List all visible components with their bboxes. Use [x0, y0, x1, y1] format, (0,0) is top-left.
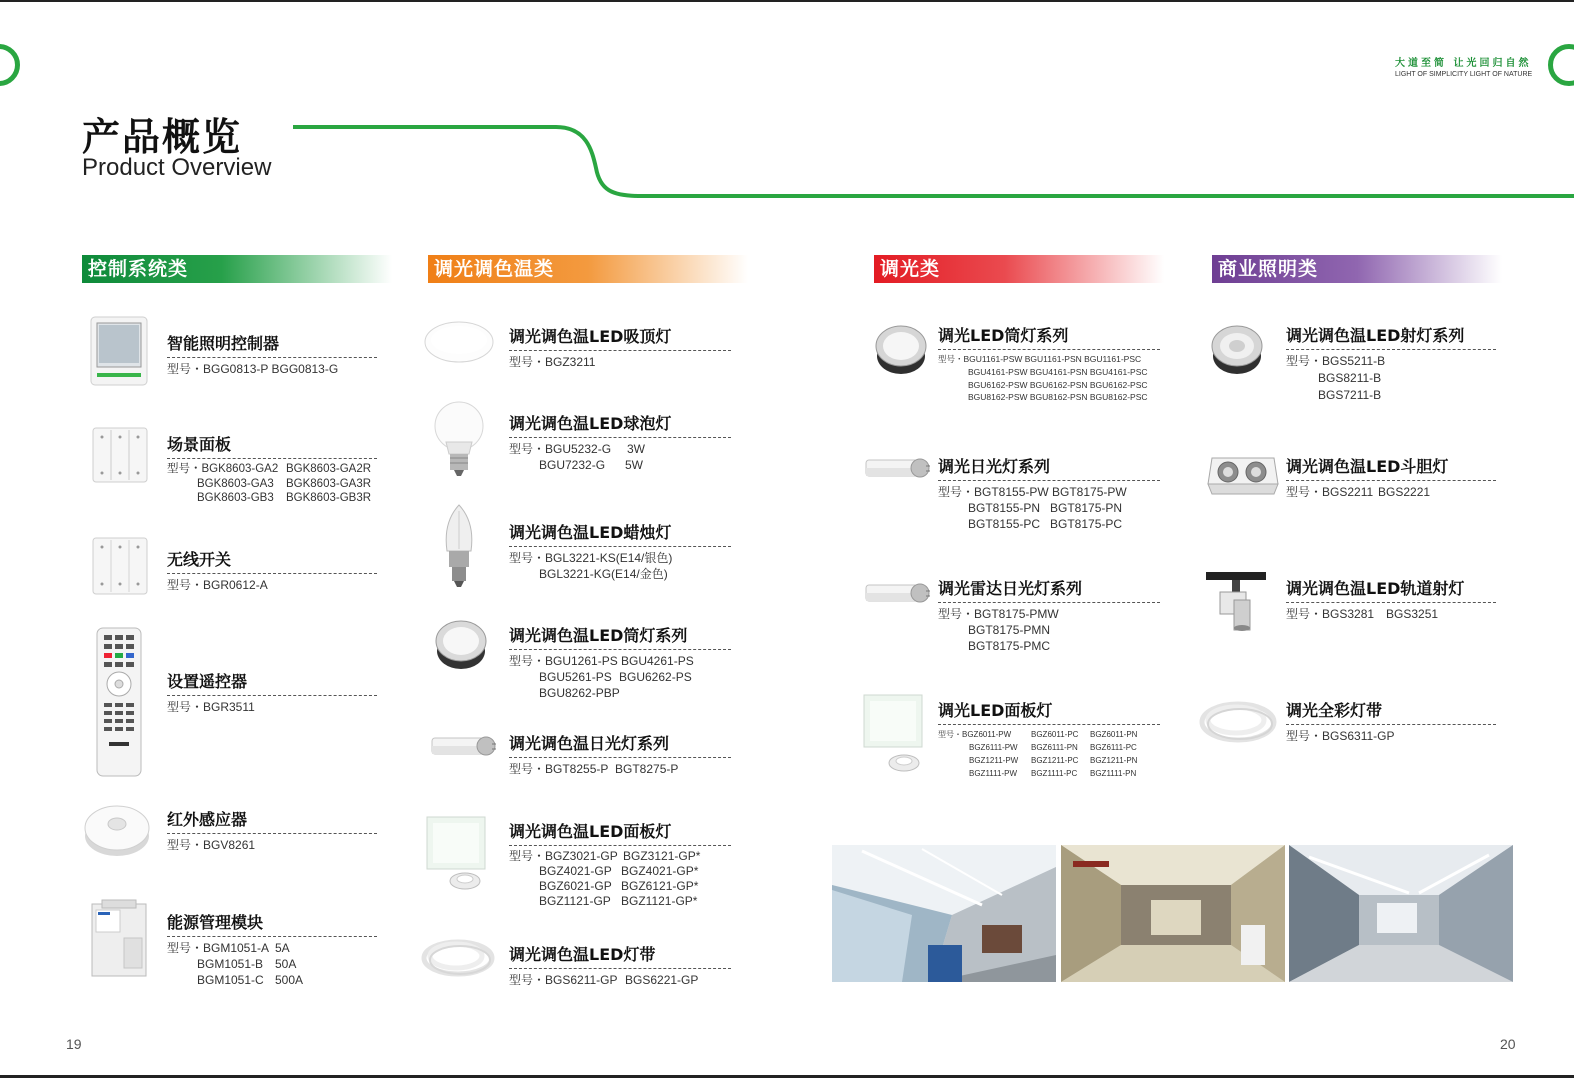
product-item-dim-downlight — [938, 323, 1160, 404]
dim-tube-image — [864, 450, 930, 490]
model-list: 型号・BGZ6011-PW BGZ6011-PC BGZ6011-PN BGZ6111-PW BGZ6111-PN BGZ6111-PC BGZ1211-PW BGZ1211-PC BGZ1211-PN BGZ1111-PW BGZ1111-PC BGZ1111-PN — [938, 730, 1138, 778]
energy-module-image — [88, 898, 150, 980]
model-list: 型号・BGT8155-PW BGT8175-PW BGT8155-PN BGT8175-PN BGT8155-PC BGT8175-PC — [938, 485, 1127, 531]
ceiling-light-image — [424, 320, 494, 364]
model-list: 型号・BGG0813-P BGG0813-G — [167, 362, 339, 376]
product-name: 调光日光灯系列 — [938, 457, 1051, 476]
model-list: 型号・BGV8261 — [167, 838, 256, 852]
scene-panel-image — [92, 427, 148, 483]
product-name: 调光调色温LED斗胆灯 — [1286, 457, 1449, 476]
model-list: 型号・BGT8175-PMW BGT8175-PMN BGT8175-PMC — [938, 607, 1059, 653]
model-list: 型号・BGZ3211 — [509, 355, 596, 369]
dashed-divider — [167, 833, 377, 834]
interior-photo-office — [1289, 845, 1513, 982]
product-item-radar-tube — [938, 576, 1160, 654]
candle-bulb-image — [442, 503, 476, 589]
product-item-candle — [509, 520, 731, 582]
dashed-divider — [509, 437, 731, 438]
dim-panel-image — [862, 693, 928, 775]
light-strip-image — [420, 932, 496, 980]
category-bar-dimming: 调光类 — [874, 255, 1164, 283]
product-name: 调光雷达日光灯系列 — [938, 579, 1083, 598]
product-name: 智能照明控制器 — [167, 334, 280, 353]
dashed-divider — [509, 350, 731, 351]
page-subtitle: Product Overview — [82, 154, 272, 181]
dashed-divider — [509, 968, 731, 969]
model-list: 型号・BGS6311-GP — [1286, 729, 1395, 743]
bottom-border — [0, 1075, 1574, 1078]
product-item-ir-sensor — [167, 807, 377, 853]
dashed-divider — [509, 845, 731, 846]
model-list: 型号・BGL3221-KS(E14/银色) BGL3221-KG(E14/金色) — [509, 551, 673, 581]
product-name: 能源管理模块 — [167, 913, 264, 932]
model-list: 型号・BGK8603-GA2 BGK8603-GA2R BGK8603-GA3 BGK8603-GA3R BGK8603-GB3 BGK8603-GB3R — [167, 463, 372, 504]
product-item-scene-panel — [167, 432, 377, 506]
tube-light-image — [430, 728, 496, 768]
model-list: 型号・BGT8255-P BGT8275-P — [509, 762, 679, 776]
spotlight-image — [1210, 320, 1264, 376]
product-item-dim-panel — [938, 698, 1160, 780]
product-name: 红外感应器 — [167, 810, 248, 829]
dashed-divider — [167, 357, 377, 358]
category-bar-control: 控制系统类 — [82, 255, 392, 283]
product-name: 调光调色温LED蜡烛灯 — [509, 523, 672, 542]
dashed-divider — [938, 602, 1160, 603]
product-name: 场景面板 — [167, 435, 232, 454]
dashed-divider — [1286, 724, 1496, 725]
product-item-ceiling-light — [509, 324, 731, 370]
product-name: 调光调色温LED灯带 — [509, 945, 656, 964]
dim-downlight-image — [874, 320, 928, 376]
dashed-divider — [509, 649, 731, 650]
product-item-rgb-strip — [1286, 698, 1496, 744]
product-item-wireless-switch — [167, 547, 377, 593]
model-list: 型号・BGR0612-A — [167, 578, 268, 592]
dashed-divider — [938, 724, 1160, 725]
model-list: 型号・BGU1161-PSW BGU1161-PSN BGU1161-PSC BGU4161-PSW BGU4161-PSN BGU4161-PSC BGU6162-PSW BGU6162-PSN BGU6162-PSC BGU8162-PSW BGU8162-PSN BGU8162-PSC — [938, 354, 1148, 403]
panel-light-image — [425, 815, 489, 893]
page-number-left: 19 — [66, 1036, 82, 1052]
product-name: 调光调色温LED轨道射灯 — [1286, 579, 1465, 598]
dashed-divider — [167, 573, 377, 574]
product-name: 调光调色温LED筒灯系列 — [509, 626, 688, 645]
product-name: 调光调色温日光灯系列 — [509, 734, 670, 753]
interior-photo-hall — [1061, 845, 1285, 982]
remote-control-image — [96, 627, 142, 777]
dashed-divider — [938, 480, 1160, 481]
ir-sensor-image — [84, 800, 150, 858]
model-list: 型号・BGM1051-A 5A BGM1051-B 50A BGM1051-C 500A — [167, 941, 304, 987]
product-name: 调光全彩灯带 — [1286, 701, 1383, 720]
page-number-right: 20 — [1500, 1036, 1516, 1052]
wireless-switch-image — [92, 537, 148, 595]
product-name: 设置遥控器 — [167, 672, 248, 691]
product-name: 调光LED面板灯 — [938, 701, 1053, 720]
brand-slogan-en: LIGHT OF SIMPLICITY LIGHT OF NATURE — [1395, 71, 1533, 78]
model-list: 型号・BGS6211-GP BGS6221-GP — [509, 973, 699, 987]
dashed-divider — [938, 349, 1160, 350]
product-name: 调光调色温LED面板灯 — [509, 822, 672, 841]
radar-tube-image — [864, 575, 930, 615]
product-name: 调光调色温LED球泡灯 — [509, 414, 672, 433]
controller-image — [90, 316, 148, 386]
bulb-image — [432, 398, 486, 478]
product-item-bulb — [509, 411, 731, 473]
downlight-image — [434, 617, 488, 671]
product-name: 无线开关 — [167, 550, 232, 569]
dashed-divider — [167, 695, 377, 696]
dashed-divider — [1286, 480, 1496, 481]
dashed-divider — [1286, 349, 1496, 350]
model-list: 型号・BGU5232-G 3W BGU7232-G 5W — [509, 442, 645, 472]
product-item-panel — [509, 819, 731, 909]
page-title: 产品概览 — [82, 115, 243, 159]
track-light-image — [1204, 570, 1268, 634]
dashed-divider — [167, 936, 377, 937]
grille-light-image — [1204, 450, 1280, 498]
rgb-strip-image — [1198, 694, 1278, 746]
category-bar-commercial: 商业照明类 — [1212, 255, 1502, 283]
product-item-grille-light — [1286, 454, 1496, 500]
model-list: 型号・BGS5211-B BGS8211-B BGS7211-B — [1286, 354, 1386, 402]
product-name: 调光调色温LED射灯系列 — [1286, 326, 1465, 345]
header-swoosh-line — [0, 0, 1574, 210]
dashed-divider — [509, 757, 731, 758]
product-name: 调光LED筒灯系列 — [938, 326, 1069, 345]
product-item-energy-module — [167, 910, 377, 988]
brand-slogan-cn: 大道至简 让光回归自然 — [1395, 58, 1532, 69]
product-item-spotlight — [1286, 323, 1496, 404]
dashed-divider — [167, 458, 377, 459]
product-item-remote — [167, 669, 377, 715]
product-item-controller — [167, 331, 377, 377]
product-name: 调光调色温LED吸顶灯 — [509, 327, 672, 346]
product-item-tube — [509, 731, 731, 777]
dashed-divider — [1286, 602, 1496, 603]
product-item-dim-tube — [938, 454, 1160, 532]
product-item-track-light — [1286, 576, 1496, 622]
model-list: 型号・BGS2211 BGS2221 — [1286, 485, 1431, 499]
product-item-downlight — [509, 623, 731, 701]
model-list: 型号・BGZ3021-GP BGZ3121-GP* BGZ4021-GP BGZ4021-GP* BGZ6021-GP BGZ6121-GP* BGZ1121-GP BGZ1121-GP* — [509, 849, 701, 908]
interior-photo-corridor — [832, 845, 1056, 982]
product-item-strip — [509, 942, 731, 988]
model-list: 型号・BGR3511 — [167, 700, 255, 714]
model-list: 型号・BGS3281 BGS3251 — [1286, 607, 1439, 621]
category-bar-tunable: 调光调色温类 — [428, 255, 748, 283]
dashed-divider — [509, 546, 731, 547]
model-list: 型号・BGU1261-PS BGU4261-PS BGU5261-PS BGU6262-PS BGU8262-PBP — [509, 654, 694, 700]
